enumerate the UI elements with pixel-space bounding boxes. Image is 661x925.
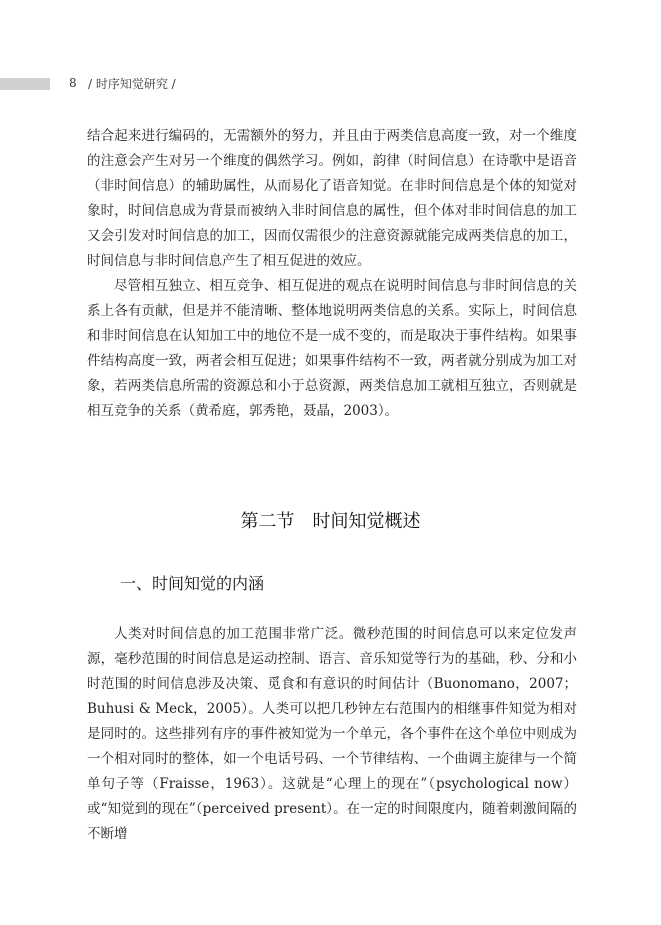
body-text-bottom xyxy=(87,622,577,847)
page-number: 8 xyxy=(69,76,77,90)
paragraph-2: 尽管相互独立、相互竞争、相互促进的观点在说明时间信息与非时间信息的关系上各有贡献，但是并不能清晰、整体地说明两类信息的关系。实际上，时间信息和非时间信息在认知加工中的地位不是一成不变的，而是取决于事件结构。如果事件结构高度一致，两者会相互促进；如果事件结构不一致，两者就分别成为加工对象，若两类信息所需的资源总和小于总资源，两类信息加工就相互独立，否则就是相互竞争的关系（黄希庭，郭秀艳，聂晶，2003）。 xyxy=(87,278,577,419)
subsection-title: 一、时间知觉的内涵 xyxy=(120,574,265,593)
paragraph-1: 结合起来进行编码的，无需额外的努力，并且由于两类信息高度一致，对一个维度的注意会产生对另一个维度的偶然学习。例如，韵律（时间信息）在诗歌中是语音（非时间信息）的辅助属性，从而易化了语音知觉。在非时间信息是个体的知觉对象时，时间信息成为背景而被纳入非时间信息的属性，但个体对非时间信息的加工又会引发对时间信息的加工，因而仅需很少的注意资源就能完成两类信息的加工，时间信息与非时间信息产生了相互促进的效应。 xyxy=(87,128,577,269)
running-title: / 时序知觉研究 / xyxy=(88,77,176,91)
body-text-top xyxy=(87,124,577,424)
paragraph-3: 人类对时间信息的加工范围非常广泛。微秒范围的时间信息可以来定位发声源，毫秒范围的时间信息是运动控制、语言、音乐知觉等行为的基础，秒、分和小时范围的时间信息涉及决策、觅食和有意识的时间估计（Buonomano，2007；Buhusi & Meck，2005）。人类可以把几秒钟左右范围内的相继事件知觉为相对是同时的。这些排列有序的事件被知觉为一个单元，各个事件在这个单位中则成为一个相对同时的整体，如一个电话号码、一个节律结构、一个曲调主旋律与一个简单句子等（Fraisse，1963）。这就是“心理上的现在”（psychological now）或“知觉到的现在”（perceived present）。在一定的时间限度内，随着刺激间隔的不断增 xyxy=(87,626,577,842)
header-gray-bar xyxy=(0,78,50,90)
section-title: 第二节 时间知觉概述 xyxy=(240,511,421,532)
